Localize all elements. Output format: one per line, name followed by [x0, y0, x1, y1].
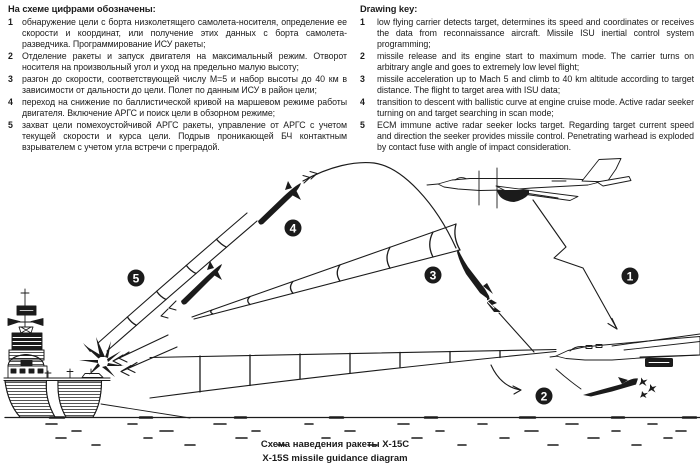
marker-4-label: 4 — [289, 221, 297, 236]
key-item-text: обнаружение цели с борта низколетящего самолета-носителя, определение ее скорости и координат, или получение этих данных с борта самолета-разведчика. Программирование ИСУ ракеты; — [22, 17, 347, 49]
marker-1-label: 1 — [626, 269, 634, 284]
marker-2-label: 2 — [540, 389, 548, 404]
marker-3 — [425, 267, 442, 284]
key-item-number: 2 — [8, 51, 13, 61]
english-key-title: Drawing key: — [360, 4, 418, 14]
turn-arrow — [491, 365, 581, 394]
marker-3-label: 3 — [429, 268, 437, 283]
key-item-text: transition to descent with ballistic curve at engine cruise mode. Active radar seeker turning on and target searching in scan mode; — [377, 97, 694, 118]
marker-5 — [128, 270, 145, 287]
caption — [180, 438, 490, 466]
caption-ru: Схема наведения ракеты Х-15С — [260, 439, 410, 450]
key-item-number: 2 — [360, 51, 365, 61]
key-item-number: 5 — [8, 120, 13, 130]
attack-arrows — [113, 335, 177, 376]
key-item-number: 4 — [8, 97, 13, 107]
key-item-number: 3 — [8, 74, 13, 84]
key-item-text: разгон до скорости, соответствующей числу М=5 и набор высоты до 40 км в зависимости от дальности до цели. Полет по данным ИСУ в район цели; — [22, 74, 347, 95]
caption-en: X-15S missile guidance diagram — [262, 453, 408, 464]
key-item-number: 5 — [360, 120, 365, 130]
descent-band — [98, 213, 257, 351]
marker-2 — [536, 388, 553, 405]
key-item-text: ECM immune active radar seeker locks target. Regarding target current speed and direction the seeker provides missile control. Penetrating warhead is exploded by contact fuse with angle of impact consideration. — [377, 120, 694, 152]
russian-key-title: На схеме цифрами обозначены: — [8, 4, 156, 14]
missile-climb — [457, 249, 534, 352]
key-item-number: 4 — [360, 97, 365, 107]
marker-4 — [285, 220, 302, 237]
key-item-text: low flying carrier detects target, determines its speed and coordinates or receives the data from reconnaissance aircraft. Missile ISU inertial control system programming; — [377, 17, 694, 49]
explosion — [79, 337, 124, 377]
trajectory-arc — [303, 163, 456, 248]
key-item-text: переход на снижение по баллистической кривой на маршевом режиме работы двигателя. Включение АРГС и поиск цели в обзорном режиме; — [22, 97, 347, 118]
missile-descent-upper — [258, 172, 317, 225]
key-item-text: Отделение ракеты и запуск двигателя на максимальный режим. Отворот носителя на произвольный угол и уход на предельно малую высоту; — [22, 51, 347, 72]
marker-5-label: 5 — [132, 271, 140, 286]
marker-1 — [622, 268, 639, 285]
key-item-number: 1 — [8, 17, 13, 27]
key-item-text: захват цели помехоустойчивой АРГС ракеты, управление от АРГС с учетом текущей скорости и курса цели. Подрыв проникающей БЧ контактным взрывателем с учетом угла встречи с преградой. — [22, 120, 347, 152]
low-level-band — [150, 350, 556, 399]
carrier-aircraft-high — [427, 159, 631, 209]
carrier-descent-path — [533, 200, 617, 329]
key-item-number: 1 — [360, 17, 365, 27]
missile-release — [583, 377, 657, 398]
key-item-text: missile release and its engine start to maximum mode. The carrier turns on arbitrary angle and goes to extremely low level flight; — [377, 51, 694, 72]
key-item-text: missile acceleration up to Mach 5 and climb to 40 km altitude according to target distance. The flight to target area with ISU data; — [377, 74, 694, 95]
carrier-aircraft-low — [550, 334, 700, 367]
scan-fan — [192, 224, 460, 319]
key-item-number: 3 — [360, 74, 365, 84]
